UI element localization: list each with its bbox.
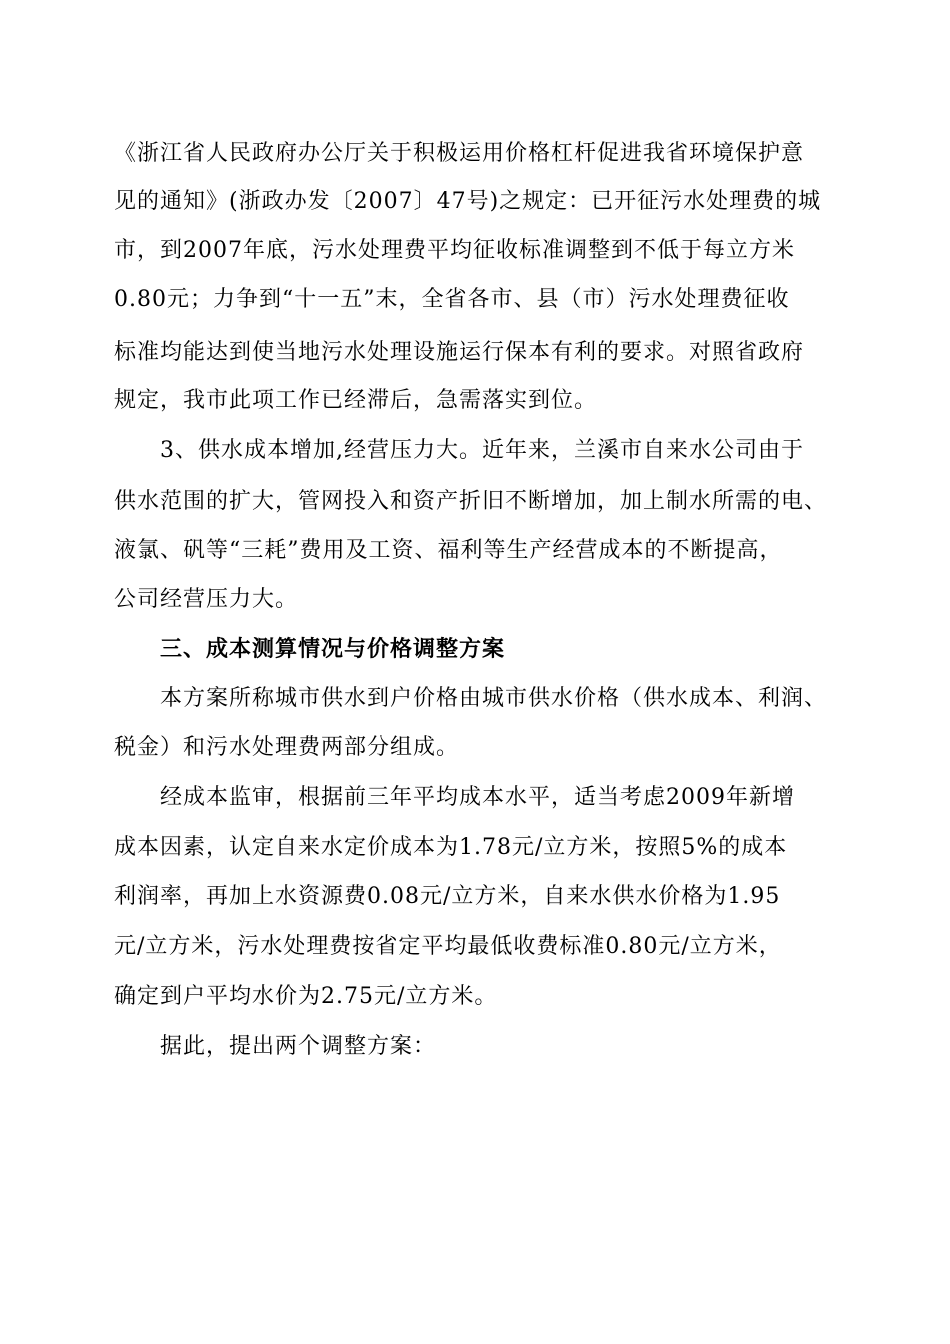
paragraph-line: 元/立方米，污水处理费按省定平均最低收费标准0.80元/立方米， — [114, 934, 782, 959]
section-heading: 三、成本测算情况与价格调整方案 — [160, 636, 506, 662]
paragraph-line: 确定到户平均水价为2.75元/立方米。 — [114, 984, 498, 1009]
paragraph-line: 见的通知》(浙政办发〔2007〕47号)之规定：已开征污水处理费的城 — [114, 189, 822, 214]
paragraph-line: 据此，提出两个调整方案： — [160, 1034, 437, 1059]
paragraph-line: 本方案所称城市供水到户价格由城市供水价格（供水成本、利润、 — [160, 686, 828, 711]
paragraph-line: 0.80元；力争到“十一五”末，全省各市、县（市）污水处理费征收 — [114, 287, 790, 312]
paragraph-line: 市，到2007年底，污水处理费平均征收标准调整到不低于每立方米 — [114, 238, 795, 263]
paragraph-line: 供水范围的扩大，管网投入和资产折旧不断增加，加上制水所需的电、 — [114, 489, 828, 514]
paragraph-line: 《浙江省人民政府办公厅关于积极运用价格杠杆促进我省环境保护意 — [114, 141, 805, 166]
paragraph-line: 3、供水成本增加,经营压力大。近年来，兰溪市自来水公司由于 — [160, 438, 804, 463]
paragraph-line: 成本因素，认定自来水定价成本为1.78元/立方米，按照5%的成本 — [114, 835, 788, 860]
paragraph-line: 液氯、矾等“三耗”费用及工资、福利等生产经营成本的不断提高， — [114, 538, 783, 563]
paragraph-line: 经成本监审，根据前三年平均成本水平，适当考虑2009年新增 — [160, 785, 795, 810]
paragraph-line: 利润率，再加上水资源费0.08元/立方米，自来水供水价格为1.95 — [114, 884, 781, 909]
paragraph-line: 税金）和污水处理费两部分组成。 — [114, 735, 460, 760]
paragraph-line: 标准均能达到使当地污水处理设施运行保本有利的要求。对照省政府 — [114, 340, 805, 365]
paragraph-line: 规定，我市此项工作已经滞后，急需落实到位。 — [114, 388, 598, 413]
paragraph-line: 公司经营压力大。 — [114, 587, 299, 612]
